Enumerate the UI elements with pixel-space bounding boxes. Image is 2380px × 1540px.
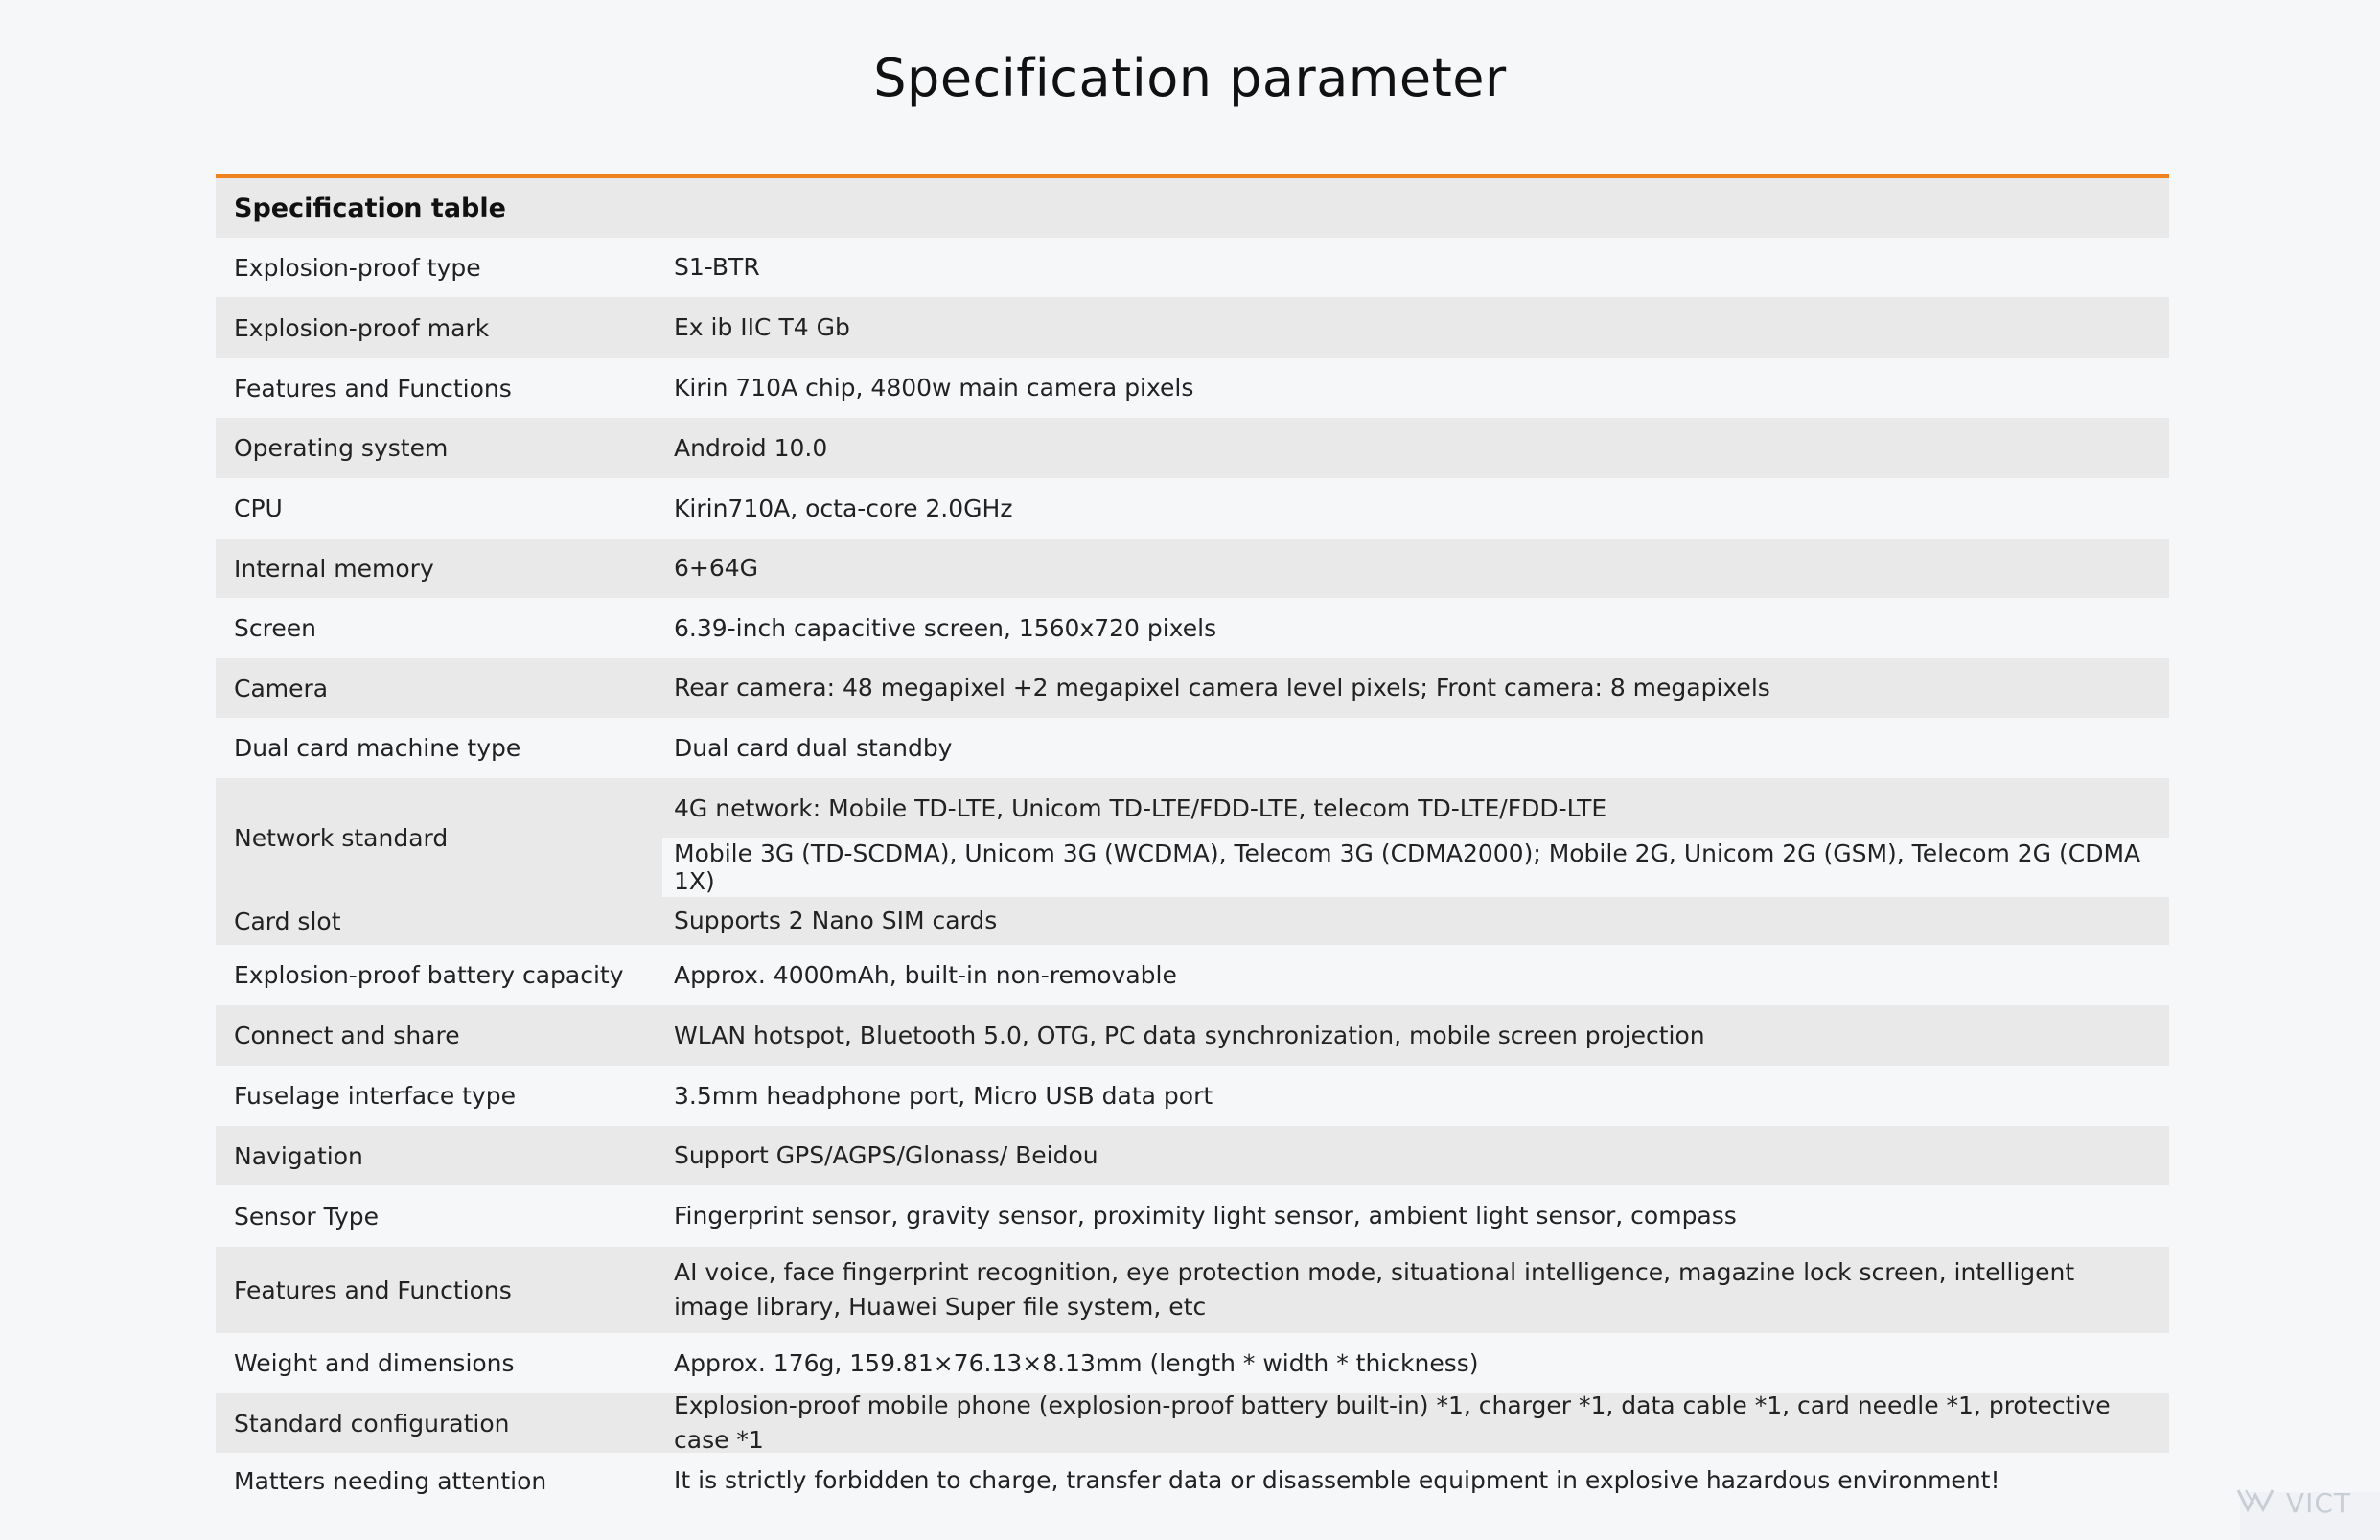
row-value: Kirin710A, octa-core 2.0GHz <box>674 494 1013 522</box>
row-label: Operating system <box>234 434 449 462</box>
row-value: Support GPS/AGPS/Glonass/ Beidou <box>674 1141 1098 1169</box>
watermark-text: VICT <box>2285 1487 2351 1519</box>
row-value: Supports 2 Nano SIM cards <box>674 907 998 934</box>
row-value: 4G network: Mobile TD-LTE, Unicom TD-LTE/FDD-LTE, telecom TD-LTE/FDD-LTE <box>662 778 2169 838</box>
page-title: Specification parameter <box>873 48 1507 108</box>
spec-table <box>216 174 2169 1508</box>
row-label: Standard configuration <box>234 1409 510 1437</box>
row-value: It is strictly forbidden to charge, transfer data or disassemble equipment in explosive hazardous environment! <box>674 1466 2000 1494</box>
table-row <box>216 1066 2169 1126</box>
row-label: Fuselage interface type <box>234 1082 517 1110</box>
row-value: Mobile 3G (TD-SCDMA), Unicom 3G (WCDMA), Telecom 3G (CDMA2000); Mobile 2G, Unicom 2G (GSM), Telecom 2G (CDMA 1X) <box>662 838 2169 897</box>
row-label: Dual card machine type <box>234 734 521 762</box>
table-row <box>216 1247 2169 1333</box>
row-label: Explosion-proof battery capacity <box>234 961 624 989</box>
table-row <box>216 297 2169 358</box>
watermark <box>2236 1487 2351 1519</box>
row-value: WLAN hotspot, Bluetooth 5.0, OTG, PC data synchronization, mobile screen projection <box>674 1021 1705 1049</box>
table-row <box>216 1185 2169 1247</box>
table-row <box>216 1005 2169 1066</box>
row-value-group <box>662 778 2169 897</box>
row-label: Navigation <box>234 1141 363 1170</box>
row-label: Sensor Type <box>234 1202 380 1230</box>
row-value: Rear camera: 48 megapixel +2 megapixel camera level pixels; Front camera: 8 megapixels <box>674 674 1770 701</box>
row-value: Android 10.0 <box>674 433 828 462</box>
row-label: Card slot <box>234 907 341 935</box>
row-value: 6.39-inch capacitive screen, 1560x720 pixels <box>674 613 1217 642</box>
row-value: Approx. 4000mAh, built-in non-removable <box>674 960 1177 989</box>
table-row <box>216 1126 2169 1185</box>
row-label: Camera <box>234 674 329 702</box>
row-label: Network standard <box>234 823 449 852</box>
table-row <box>216 1453 2169 1508</box>
row-value: AI voice, face fingerprint recognition, eye protection mode, situational intelligence, magazine lock screen, intelligent image library, Huawei Super file system, etc <box>674 1258 2075 1321</box>
row-label: Weight and dimensions <box>234 1349 515 1377</box>
vict-logo-icon <box>2236 1487 2280 1519</box>
row-label: Explosion-proof mark <box>234 313 490 342</box>
row-value: 6+64G <box>674 554 759 582</box>
table-row <box>216 1333 2169 1393</box>
table-row <box>216 778 2169 897</box>
table-header: Specification table <box>216 178 2169 238</box>
row-value: Explosion-proof mobile phone (explosion-proof battery built-in) *1, charger *1, data cable *1, card needle *1, protective case *1 <box>674 1391 2111 1454</box>
table-row <box>216 1393 2169 1453</box>
row-label: Connect and share <box>234 1022 460 1049</box>
row-value: Fingerprint sensor, gravity sensor, proximity light sensor, ambient light sensor, compass <box>674 1202 1737 1230</box>
table-row <box>216 598 2169 658</box>
table-row <box>216 718 2169 778</box>
row-value: Kirin 710A chip, 4800w main camera pixels <box>674 374 1194 402</box>
row-value: S1-BTR <box>674 253 760 281</box>
table-row <box>216 238 2169 297</box>
row-label: Features and Functions <box>234 374 512 402</box>
table-row <box>216 358 2169 418</box>
table-row <box>216 897 2169 945</box>
row-label: Screen <box>234 614 316 642</box>
row-value: 3.5mm headphone port, Micro USB data port <box>674 1081 1213 1110</box>
table-row <box>216 539 2169 598</box>
table-row <box>216 478 2169 539</box>
row-value: Ex ib IIC T4 Gb <box>674 313 850 341</box>
table-row <box>216 945 2169 1005</box>
row-value: Approx. 176g, 159.81×76.13×8.13mm (length * width * thickness) <box>674 1348 1479 1377</box>
row-label: Matters needing attention <box>234 1466 547 1495</box>
row-label: Features and Functions <box>234 1276 512 1304</box>
row-label: Explosion-proof type <box>234 253 481 282</box>
table-row <box>216 418 2169 478</box>
row-value: Dual card dual standby <box>674 733 953 762</box>
row-label: CPU <box>234 494 283 522</box>
row-label: Internal memory <box>234 554 434 583</box>
table-row <box>216 658 2169 718</box>
